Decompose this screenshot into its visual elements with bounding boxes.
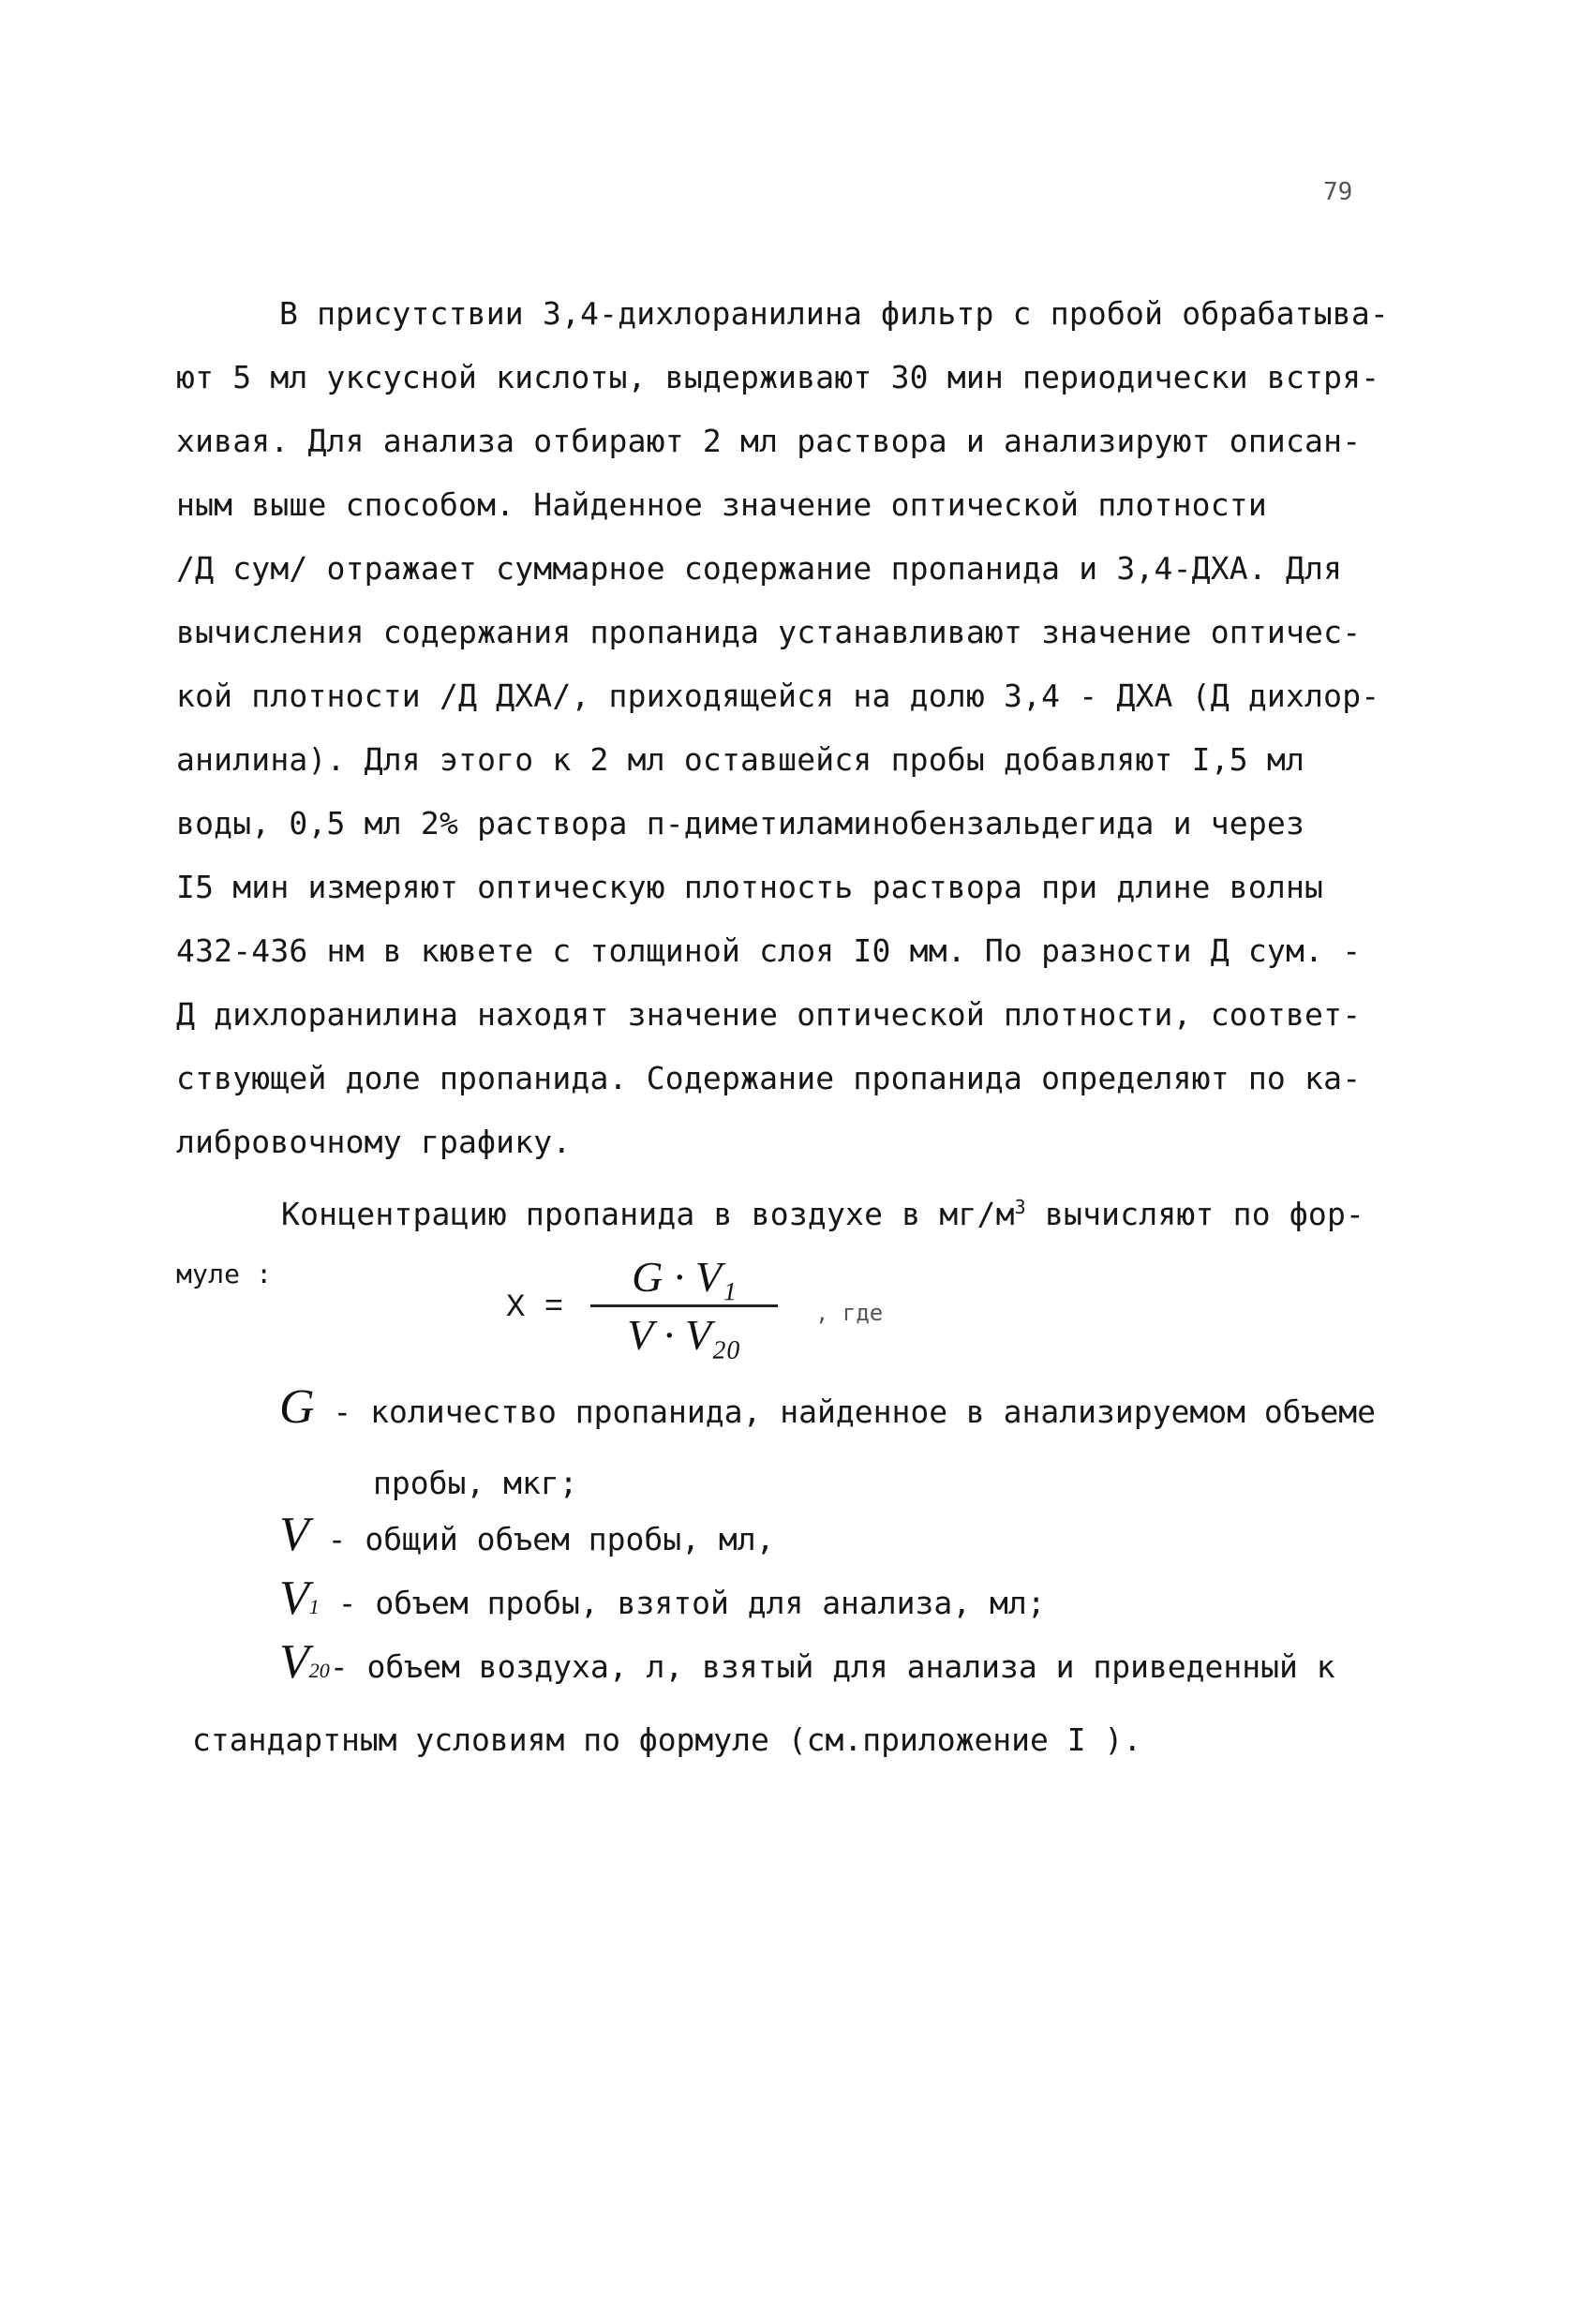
paragraph-1-line: ют 5 мл уксусной кислоты, выдерживают 30 мин периодически встря-: [176, 359, 1380, 395]
legend-text: - объем пробы, взятой для анализа, мл;: [319, 1585, 1046, 1621]
formula-numerator: G · V₁: [632, 1253, 737, 1301]
symbol-v1-subscript: 1: [308, 1595, 320, 1618]
formula-fraction: [590, 1251, 778, 1361]
concentration-text-end: вычисляют по фор-: [1025, 1196, 1365, 1232]
paragraph-1-line: кой плотности /Д ДХА/, приходящейся на долю 3,4 - ДХА (Д дихлор-: [176, 678, 1380, 714]
paragraph-1-line: вычисления содержания пропанида устанавливают значение оптичес-: [176, 614, 1362, 650]
paragraph-1-line: 432-436 нм в кювете с толщиной слоя I0 мм. По разности Д сум. -: [176, 932, 1362, 969]
legend-text: - общий объем пробы, мл,: [308, 1521, 775, 1557]
concentration-text: Концентрацию пропанида в воздухе в мг/м: [281, 1196, 1015, 1232]
paragraph-1-line: анилина). Для этого к 2 мл оставшейся пробы добавляют I,5 мл: [176, 741, 1305, 778]
formula-lhs: X =: [506, 1290, 564, 1326]
symbol-v1: [279, 1574, 320, 1623]
symbol-v20-subscript: 20: [308, 1659, 330, 1682]
legend-text: - количество пропанида, найденное в анализируемом объеме: [314, 1393, 1377, 1430]
legend-text-continued: пробы, мкг;: [373, 1465, 578, 1501]
legend-item-v20: [279, 1635, 1335, 1689]
legend-text-continued: стандартным условиям по формуле (см.приложение I ).: [192, 1721, 1142, 1758]
legend-item-v: [279, 1508, 775, 1561]
formula-where: , где: [815, 1300, 884, 1326]
paragraph-1-line: Д дихлоранилина находят значение оптической плотности, соответ-: [176, 996, 1362, 1033]
formula-denominator: V · V₂₀: [627, 1311, 741, 1360]
symbol-v1-letter: V: [279, 1572, 309, 1625]
symbol-v: V: [279, 1508, 309, 1561]
paragraph-1-line: хивая. Для анализа отбирают 2 мл раствора и анализируют описан-: [176, 423, 1362, 459]
paragraph-1-line: I5 мин измеряют оптическую плотность раствора при длине волны: [176, 869, 1324, 905]
fraction-bar: [590, 1304, 778, 1307]
formula: [506, 1251, 975, 1382]
paragraph-1-line: /Д сум/ отражает суммарное содержание пропанида и 3,4-ДХА. Для: [176, 550, 1343, 587]
symbol-v20-letter: V: [279, 1635, 309, 1689]
legend-item-g: [279, 1380, 1377, 1434]
paragraph-2-line: [281, 1196, 1365, 1232]
paragraph-1-line: ным выше способом. Найденное значение оптической плотности: [176, 486, 1267, 523]
paragraph-1-line: либровочному графику.: [176, 1124, 572, 1160]
paragraph-2-line: муле :: [176, 1259, 273, 1289]
symbol-g: G: [279, 1380, 315, 1434]
unit-exponent: 3: [1014, 1196, 1026, 1218]
paragraph-1-line: воды, 0,5 мл 2% раствора п-диметиламинобензальдегида и через: [176, 805, 1305, 842]
page-number: 79: [1323, 178, 1353, 206]
paragraph-1-line: ствующей доле пропанида. Содержание пропанида определяют по ка-: [176, 1060, 1362, 1096]
symbol-v20: [279, 1635, 330, 1689]
legend-item-v1: [279, 1574, 1046, 1623]
paragraph-1-line: В присутствии 3,4-дихлоранилина фильтр с пробой обрабатыва-: [279, 295, 1389, 332]
legend-text: - объем воздуха, л, взятый для анализа и приведенный к: [329, 1648, 1335, 1685]
